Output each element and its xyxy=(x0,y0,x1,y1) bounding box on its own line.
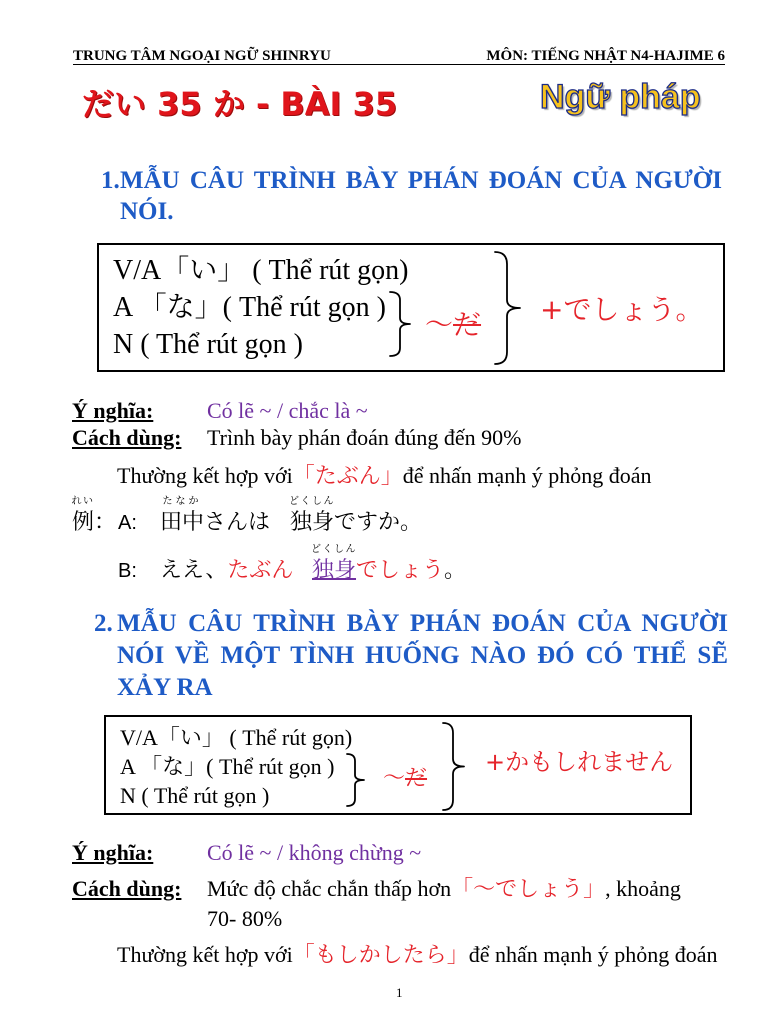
example-colon: ： xyxy=(94,510,117,535)
formula-row-i-adjective: V/A「い」 ( Thể rút gọn) xyxy=(113,255,409,286)
page-header xyxy=(73,48,725,65)
center-name: TRUNG TÂM NGOẠI NGỮ SHINRYU xyxy=(73,48,331,64)
tilde: ～ xyxy=(425,308,454,341)
word-ruby xyxy=(289,496,335,536)
word-kanji: 独身 xyxy=(290,510,335,535)
example-b-predicate xyxy=(311,544,467,584)
tip-highlight: 「たぶん」 xyxy=(292,463,403,488)
example-b-intro xyxy=(160,558,293,584)
section1-heading xyxy=(120,165,722,227)
section1-heading-line: MẪU CÂU TRÌNH BÀY PHÁN ĐOÁN CỦA NGƯỜI xyxy=(120,167,722,194)
name-suffix: さんは xyxy=(204,510,271,535)
usage-highlight: 「～でしょう」 xyxy=(451,876,606,901)
section1-meaning-label: Ý nghĩa: xyxy=(72,398,154,423)
speaker-a: A: xyxy=(118,512,137,534)
outer-right-brace xyxy=(493,250,522,366)
section1-meaning-value: Có lẽ ~ / chắc là ~ xyxy=(207,398,368,423)
tip-text-after: để nhấn mạnh ý phỏng đoán xyxy=(468,942,718,967)
section2-meaning-value: Có lẽ ~ / không chừng ~ xyxy=(207,840,422,865)
question-ending: ですか。 xyxy=(334,510,423,535)
word-ruby xyxy=(311,544,357,584)
tip-text-before: Thường kết hợp với xyxy=(117,942,293,967)
formula-result: +かもしれません xyxy=(485,748,674,776)
answer-intro: ええ、 xyxy=(160,558,228,583)
section1-usage-value: Trình bày phán đoán đúng đến 90% xyxy=(207,425,522,450)
formula-result: +でしょう。 xyxy=(540,293,704,326)
example-a-subject xyxy=(160,496,271,536)
name-kanji: 田中 xyxy=(160,510,205,535)
usage-text-after: , khoảng xyxy=(605,876,681,901)
example-a-predicate xyxy=(289,496,423,536)
tilde: ～ xyxy=(383,766,406,791)
furigana: たなか xyxy=(162,496,202,507)
section2-heading xyxy=(117,608,728,704)
name-ruby xyxy=(160,496,205,536)
section1-heading-line: NÓI. xyxy=(120,198,174,225)
tip-highlight: 「もしかしたら」 xyxy=(292,942,469,967)
section2-heading-line: NÓI VỀ MỘT TÌNH HUỐNG NÀO ĐÓ CÓ THỂ SẼ xyxy=(117,642,728,669)
drop-da-marker xyxy=(383,765,427,793)
speaker-b: B: xyxy=(118,560,137,582)
example-line-b xyxy=(0,544,768,584)
answer-period: 。 xyxy=(444,558,467,583)
section1-usage-label: Cách dùng: xyxy=(72,425,182,450)
brace-path xyxy=(495,252,520,364)
drop-da-marker xyxy=(425,307,481,343)
brace-path xyxy=(390,292,410,356)
example-marker-ruby xyxy=(71,496,95,536)
tip-text-before: Thường kết hợp với xyxy=(117,463,293,488)
formula-row-na-adjective: A 「な」( Thể rút gọn ) xyxy=(113,292,386,323)
brace-path xyxy=(443,723,464,810)
formula-row-noun: N ( Thể rút gọn ) xyxy=(113,329,303,360)
answer-adverb: たぶん xyxy=(227,558,294,583)
section2-number: 2. xyxy=(94,610,113,637)
furigana: どくしん xyxy=(289,496,335,507)
section2-usage-label: Cách dùng: xyxy=(72,876,182,901)
example-marker xyxy=(71,496,117,536)
section2-usage-continuation: 70- 80% xyxy=(207,906,283,931)
section2-usage-value xyxy=(207,876,681,902)
section1-tip xyxy=(117,463,651,489)
inner-right-brace xyxy=(345,752,366,808)
example-marker-kanji: 例 xyxy=(72,510,95,535)
subject-name: MÔN: TIẾNG NHẬT N4-HAJIME 6 xyxy=(486,48,725,64)
section2-heading-line: MẪU CÂU TRÌNH BÀY PHÁN ĐOÁN CỦA NGƯỜI xyxy=(117,610,728,637)
tip-text-after: để nhấn mạnh ý phỏng đoán xyxy=(402,463,652,488)
formula-row-noun: N ( Thể rút gọn ) xyxy=(120,783,270,808)
section1-number: 1. xyxy=(101,167,120,194)
answer-ending: でしょう xyxy=(356,558,445,583)
example-line-a xyxy=(0,496,768,536)
formula-row-na-adjective: A 「な」( Thể rút gọn ) xyxy=(120,754,335,779)
brace-path xyxy=(347,754,364,806)
word-kanji: 独身 xyxy=(312,558,357,583)
section2-tip xyxy=(117,942,717,968)
struck-da: だ xyxy=(453,308,482,341)
furigana: れい xyxy=(71,496,95,507)
topic-badge: Ngữ pháp xyxy=(540,78,701,116)
furigana: どくしん xyxy=(311,544,357,555)
page-number: 1 xyxy=(396,985,403,1000)
formula-row-i-adjective: V/A「い」 ( Thể rút gọn) xyxy=(120,725,353,750)
section2-heading-line: XẢY RA xyxy=(117,674,213,701)
usage-text-before: Mức độ chắc chắn thấp hơn xyxy=(207,876,452,901)
section2-formula-box xyxy=(104,715,692,815)
struck-da: だ xyxy=(405,766,428,791)
outer-right-brace xyxy=(441,721,466,812)
section1-formula-box xyxy=(97,243,725,372)
lesson-title: だい 35 か - BÀI 35 xyxy=(82,85,398,123)
inner-right-brace xyxy=(388,290,412,358)
section2-meaning-label: Ý nghĩa: xyxy=(72,840,154,865)
